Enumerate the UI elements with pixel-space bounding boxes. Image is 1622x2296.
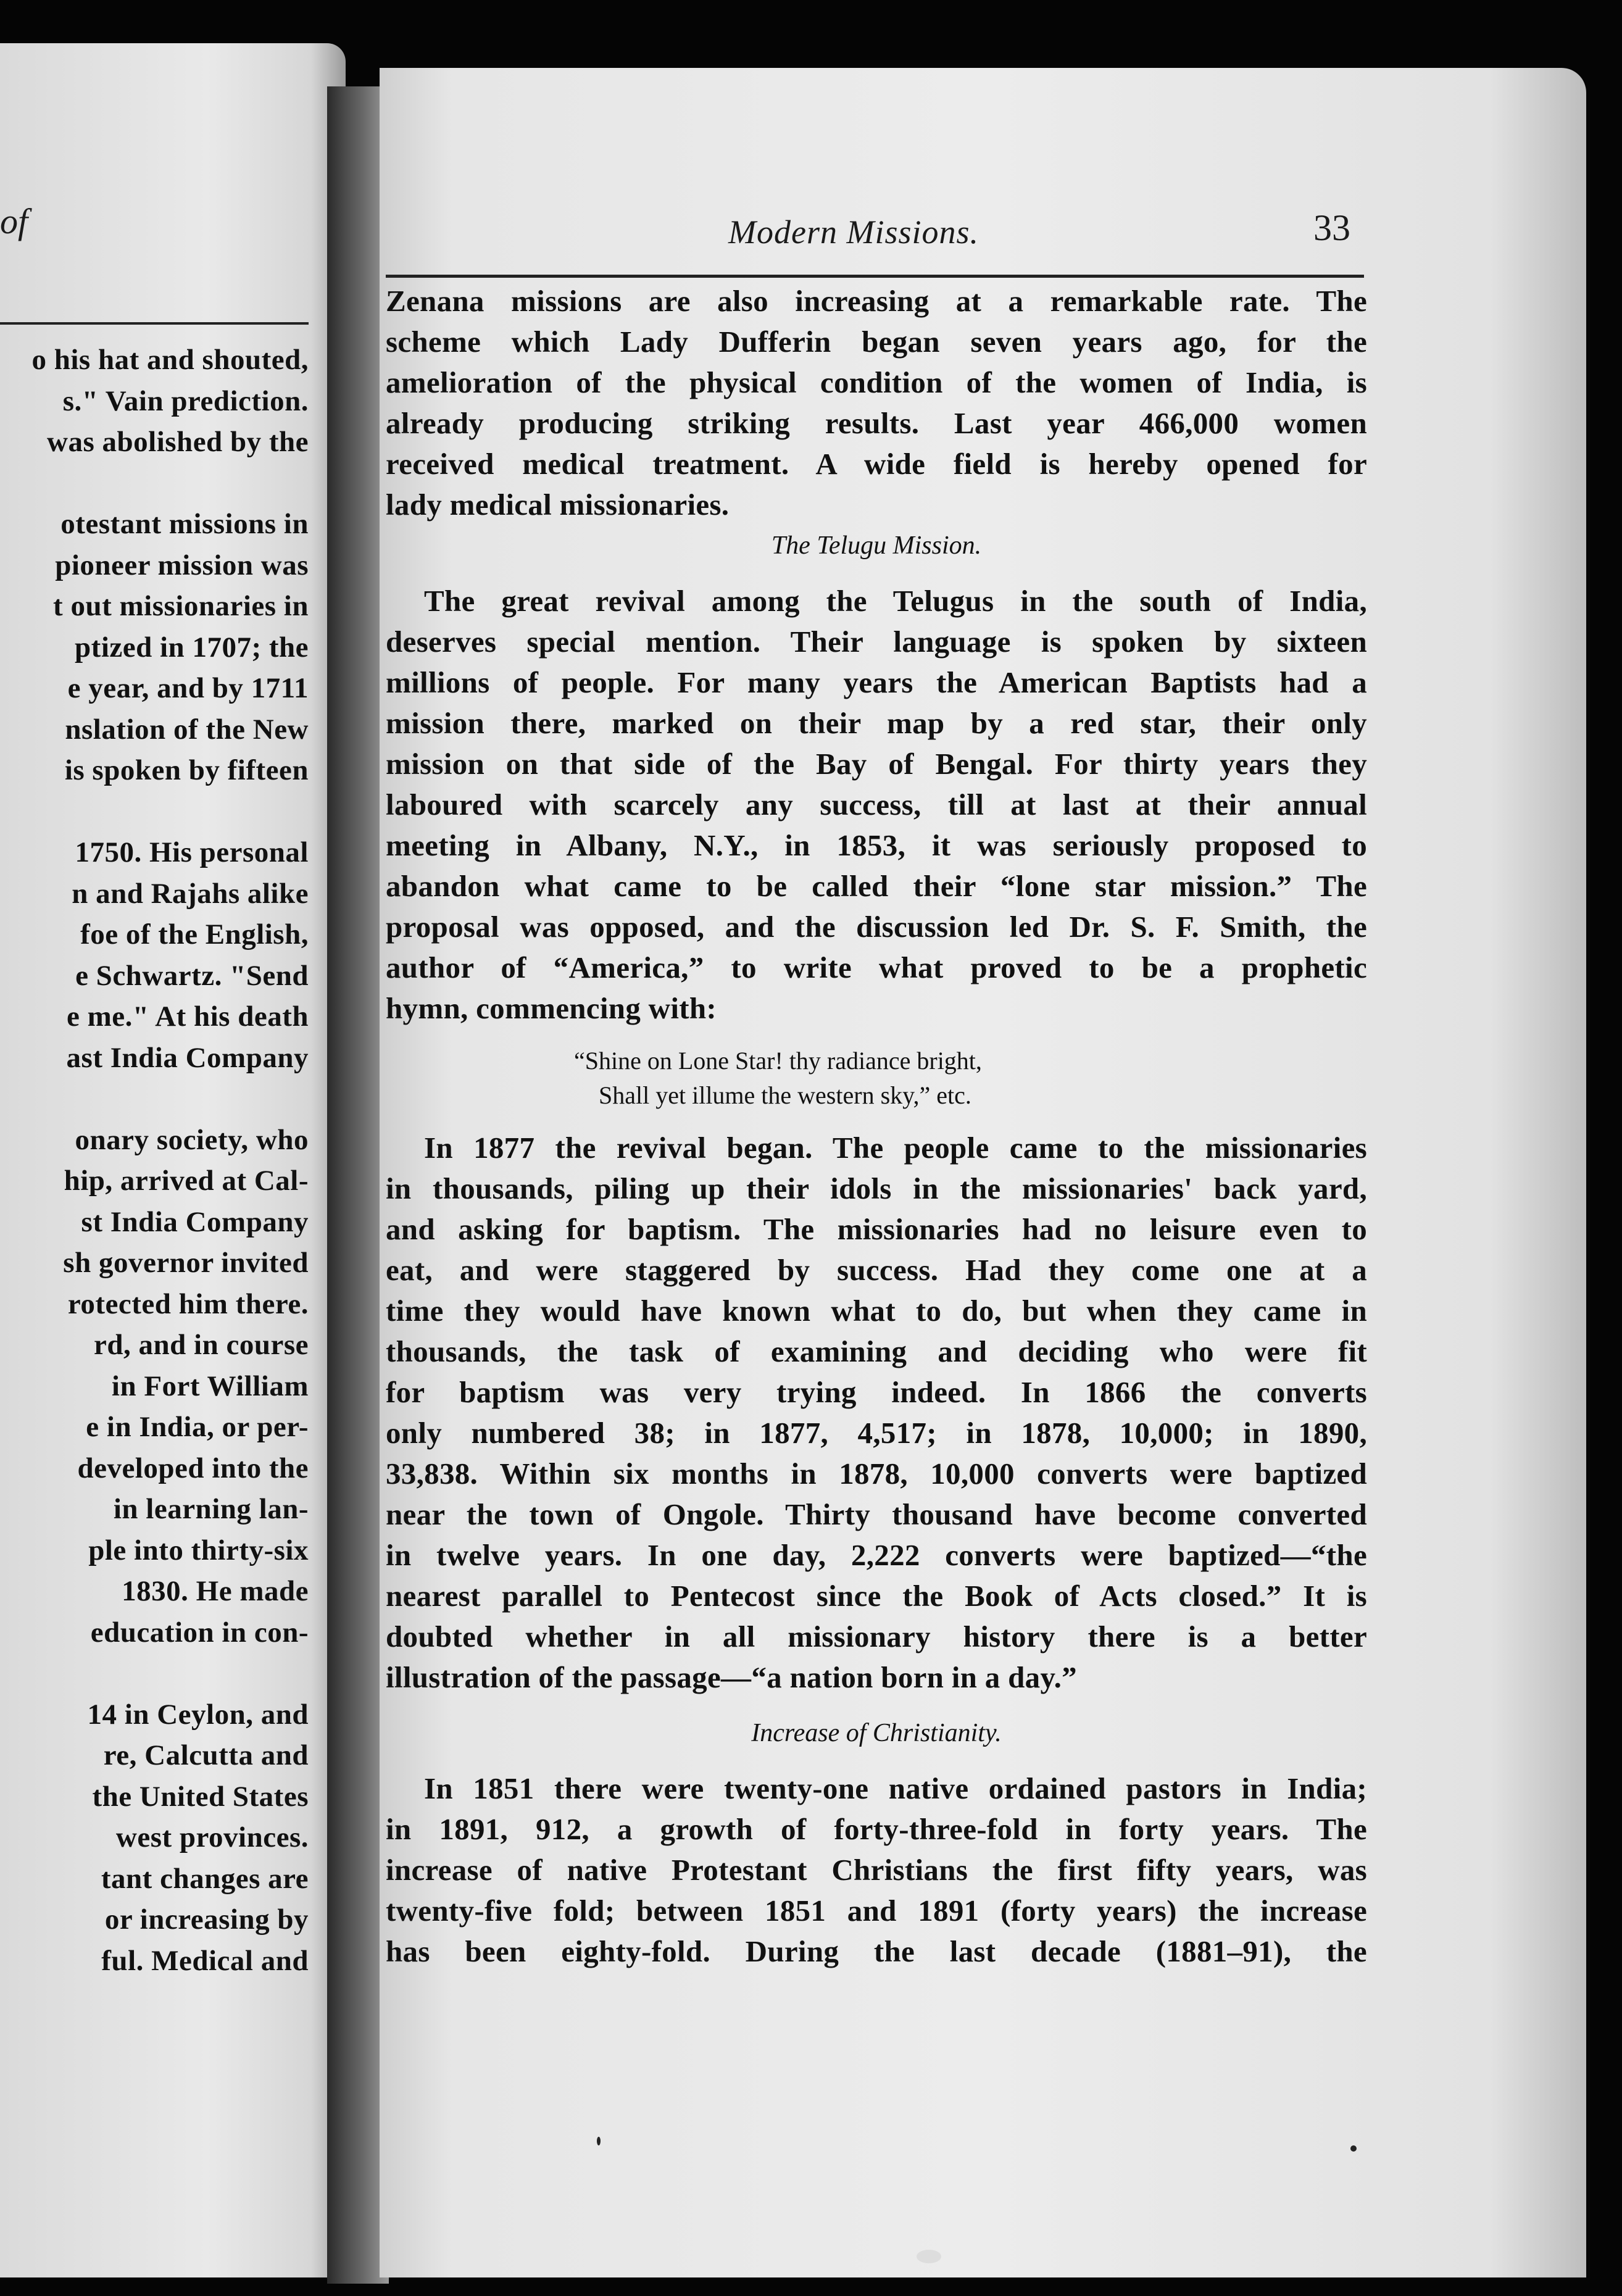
text-line: is spoken by fifteen [64, 754, 309, 786]
text-line: tant changes are [101, 1862, 309, 1895]
text-line: has been eighty-fold. During the last decade (1881–91), the [386, 1934, 1367, 1968]
text-line: or increasing by [104, 1903, 309, 1936]
text-line: nearest parallel to Pentecost since the Book of Acts closed.” It is [386, 1579, 1367, 1613]
text-line: deserves special mention. Their language is spoken by sixteen [386, 625, 1367, 659]
text-line: thousands, the task of examining and deciding who were fit [386, 1334, 1367, 1368]
text-line: 1830. He made [122, 1575, 309, 1607]
text-line: twenty-five fold; between 1851 and 1891 (forty years) the increase [386, 1894, 1367, 1928]
text-line: in 1891, 912, a growth of forty-three-fold in forty years. The [386, 1812, 1367, 1846]
text-line: author of “America,” to write what proved to be a prophetic [386, 950, 1367, 984]
text-line: otestant missions in [60, 508, 309, 540]
left-facing-page [0, 43, 346, 2277]
hymn-verse-line: Shall yet illume the western sky,” etc. [599, 1081, 971, 1109]
text-line: for baptism was very trying indeed. In 1866 the converts [386, 1375, 1367, 1409]
text-line: in thousands, piling up their idols in the missionaries' back yard, [386, 1171, 1367, 1205]
text-line: re, Calcutta and [103, 1739, 309, 1771]
text-line: ast India Company [66, 1041, 309, 1074]
text-line: The great revival among the Telugus in the south of India, [424, 584, 1367, 618]
scan-artifact [917, 2250, 941, 2263]
text-line: time they would have known what to do, but when they came in [386, 1294, 1367, 1328]
text-line: e me." At his death [67, 1000, 309, 1033]
text-line: ple into thirty-six [88, 1534, 309, 1566]
text-line: In 1877 the revival began. The people came to the missionaries [424, 1131, 1367, 1165]
text-line: sh governor invited [63, 1247, 309, 1279]
text-line: nslation of the New [65, 713, 309, 746]
text-line: the United States [92, 1780, 309, 1813]
left-running-head-fragment: of [0, 201, 28, 241]
text-line: e in India, or per- [86, 1411, 309, 1443]
text-line: e year, and by 1711 [67, 672, 309, 704]
text-line: illustration of the passage—“a nation born in a day.” [386, 1660, 1077, 1694]
text-line: mission on that side of the Bay of Bengal. For thirty years they [386, 747, 1367, 781]
text-line: onary society, who [75, 1123, 309, 1156]
text-line: 33,838. Within six months in 1878, 10,000 converts were baptized [386, 1457, 1367, 1491]
text-line: foe of the English, [80, 918, 309, 950]
text-line: hymn, commencing with: [386, 991, 717, 1025]
page-number: 33 [1313, 207, 1350, 248]
paragraph-gap [0, 791, 309, 833]
text-line: already producing striking results. Last year 466,000 women [386, 406, 1367, 440]
text-line: laboured with scarcely any success, till at last at their annual [386, 788, 1367, 821]
text-line: lady medical missionaries. [386, 488, 730, 522]
left-page-text [0, 339, 309, 1981]
running-head: Modern Missions. [728, 214, 979, 251]
text-line: s." Vain prediction. [62, 385, 309, 417]
section-heading-increase-of-christianity: Increase of Christianity. [751, 1719, 1002, 1747]
paragraph-gap [0, 463, 309, 504]
text-line: increase of native Protestant Christians the first fifty years, was [386, 1853, 1367, 1887]
paragraph-gap [0, 1653, 309, 1694]
text-line: rd, and in course [94, 1329, 309, 1361]
text-line: eat, and were staggered by success. Had they come one at a [386, 1253, 1367, 1287]
text-line: 1750. His personal [75, 836, 309, 868]
page-body [386, 281, 1367, 1972]
text-line: mission there, marked on their map by a red star, their only [386, 706, 1367, 740]
text-line: received medical treatment. A wide field is hereby opened for [386, 447, 1367, 481]
text-line: near the town of Ongole. Thirty thousand have become converted [386, 1497, 1367, 1531]
text-line: was abolished by the [47, 426, 309, 458]
text-line: millions of people. For many years the American Baptists had a [386, 665, 1367, 699]
text-line: Zenana missions are also increasing at a remarkable rate. The [386, 284, 1367, 318]
hymn-verse-line: “Shine on Lone Star! thy radiance bright, [574, 1047, 982, 1075]
text-line: and asking for baptism. The missionaries had no leisure even to [386, 1212, 1367, 1246]
paragraph-telugu-revival [386, 581, 1367, 1029]
text-line: In 1851 there were twenty-one native ordained pastors in India; [424, 1771, 1367, 1805]
text-line: o his hat and shouted, [31, 344, 309, 376]
text-line: developed into the [77, 1452, 309, 1484]
text-line: amelioration of the physical condition of the women of India, is [386, 365, 1367, 399]
text-line: pioneer mission was [55, 549, 309, 581]
print-speck [1350, 2145, 1357, 2152]
text-line: education in con- [90, 1616, 309, 1649]
text-line: rotected him there. [67, 1287, 309, 1320]
text-line: st India Company [81, 1205, 309, 1238]
text-line: scheme which Lady Dufferin began seven years ago, for the [386, 325, 1367, 359]
text-line: doubted whether in all missionary history there is a better [386, 1620, 1367, 1653]
paragraph-gap [0, 1078, 309, 1120]
text-line: hip, arrived at Cal- [64, 1165, 309, 1197]
right-main-page [380, 68, 1586, 2277]
section-heading-telugu-mission: The Telugu Mission. [771, 531, 982, 560]
text-line: west provinces. [115, 1821, 309, 1853]
print-speck [597, 2137, 601, 2145]
text-line: n and Rajahs alike [72, 877, 309, 910]
paragraph-increase [386, 1768, 1367, 1972]
text-line: e Schwartz. "Send [75, 959, 309, 992]
text-line: proposal was opposed, and the discussion led Dr. S. F. Smith, the [386, 910, 1367, 944]
paragraph-revival-1877 [386, 1128, 1367, 1698]
text-line: in twelve years. In one day, 2,222 converts were baptized—“the [386, 1538, 1367, 1572]
text-line: abandon what came to be called their “lone star mission.” The [386, 869, 1367, 903]
header-rule [386, 275, 1364, 278]
paragraph-zenana [386, 281, 1367, 525]
text-line: ful. Medical and [101, 1944, 309, 1977]
text-line: only numbered 38; in 1877, 4,517; in 1878, 10,000; in 1890, [386, 1416, 1367, 1450]
text-line: meeting in Albany, N.Y., in 1853, it was seriously proposed to [386, 828, 1367, 862]
text-line: in learning lan- [113, 1493, 309, 1525]
text-line: t out missionaries in [53, 590, 309, 622]
text-line: ptized in 1707; the [75, 631, 309, 663]
text-line: in Fort William [111, 1370, 309, 1402]
left-header-rule [0, 322, 309, 325]
text-line: 14 in Ceylon, and [87, 1698, 309, 1731]
